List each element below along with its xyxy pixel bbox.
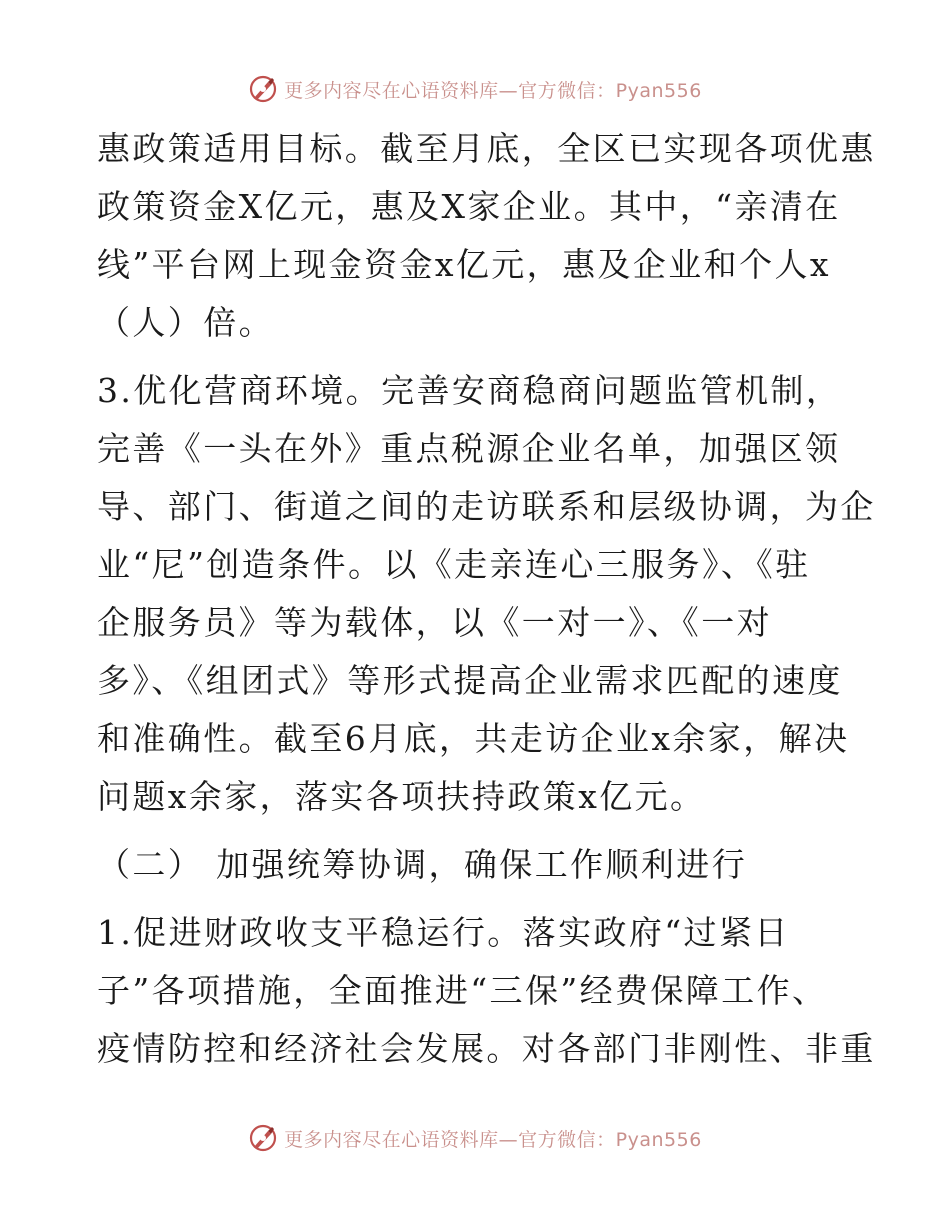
text-line: 业“尼”创造条件。以《走亲连心三服务》、《驻	[97, 545, 811, 584]
watermark-text: 更多内容尽在心语资料库—官方微信：Pyan556	[284, 79, 702, 102]
paragraph-fiscal-operation	[97, 904, 876, 1078]
text-line: 完善《一头在外》重点税源企业名单，加强区领	[97, 429, 841, 468]
text-line: （人）倍。	[97, 303, 274, 342]
text-line: 线”平台网上现金资金x亿元，惠及企业和个人x	[97, 245, 831, 284]
text-line: 问题x余家，落实各项扶持政策x亿元。	[97, 777, 706, 816]
watermark-footer	[0, 1123, 950, 1153]
text-line: 多》、《组团式》等形式提高企业需求匹配的速度	[97, 661, 843, 700]
text-line: 子”各项措施，全面推进“三保”经费保障工作、	[97, 971, 828, 1010]
text-line: 惠政策适用目标。截至月底，全区已实现各项优惠	[97, 129, 876, 168]
section-heading	[97, 836, 852, 894]
text-line: 1.促进财政收支平稳运行。落实政府“过紧日	[97, 913, 790, 952]
quill-pen-logo-icon	[248, 1123, 278, 1153]
watermark-header	[0, 74, 950, 104]
text-line: 企服务员》等为载体，以《一对一》、《一对	[97, 603, 772, 642]
paragraph-business-environment	[97, 362, 876, 826]
quill-pen-logo-icon	[248, 74, 278, 104]
paragraph-policy-funds	[97, 120, 876, 352]
text-line: 导、部门、街道之间的走访联系和层级协调，为企	[97, 487, 876, 526]
heading-line: （二） 加强统筹协调，确保工作顺利进行	[97, 845, 748, 884]
text-line: 疫情防控和经济社会发展。对各部门非刚性、非重	[97, 1029, 876, 1068]
text-line: 政策资金X亿元，惠及X家企业。其中，“亲清在	[97, 187, 841, 226]
text-line: 3.优化营商环境。完善安商稳商问题监管机制，	[97, 371, 842, 410]
document-body	[97, 120, 876, 1078]
watermark-text: 更多内容尽在心语资料库—官方微信：Pyan556	[284, 1128, 702, 1151]
text-line: 和准确性。截至6月底，共走访企业x余家，解决	[97, 719, 850, 758]
